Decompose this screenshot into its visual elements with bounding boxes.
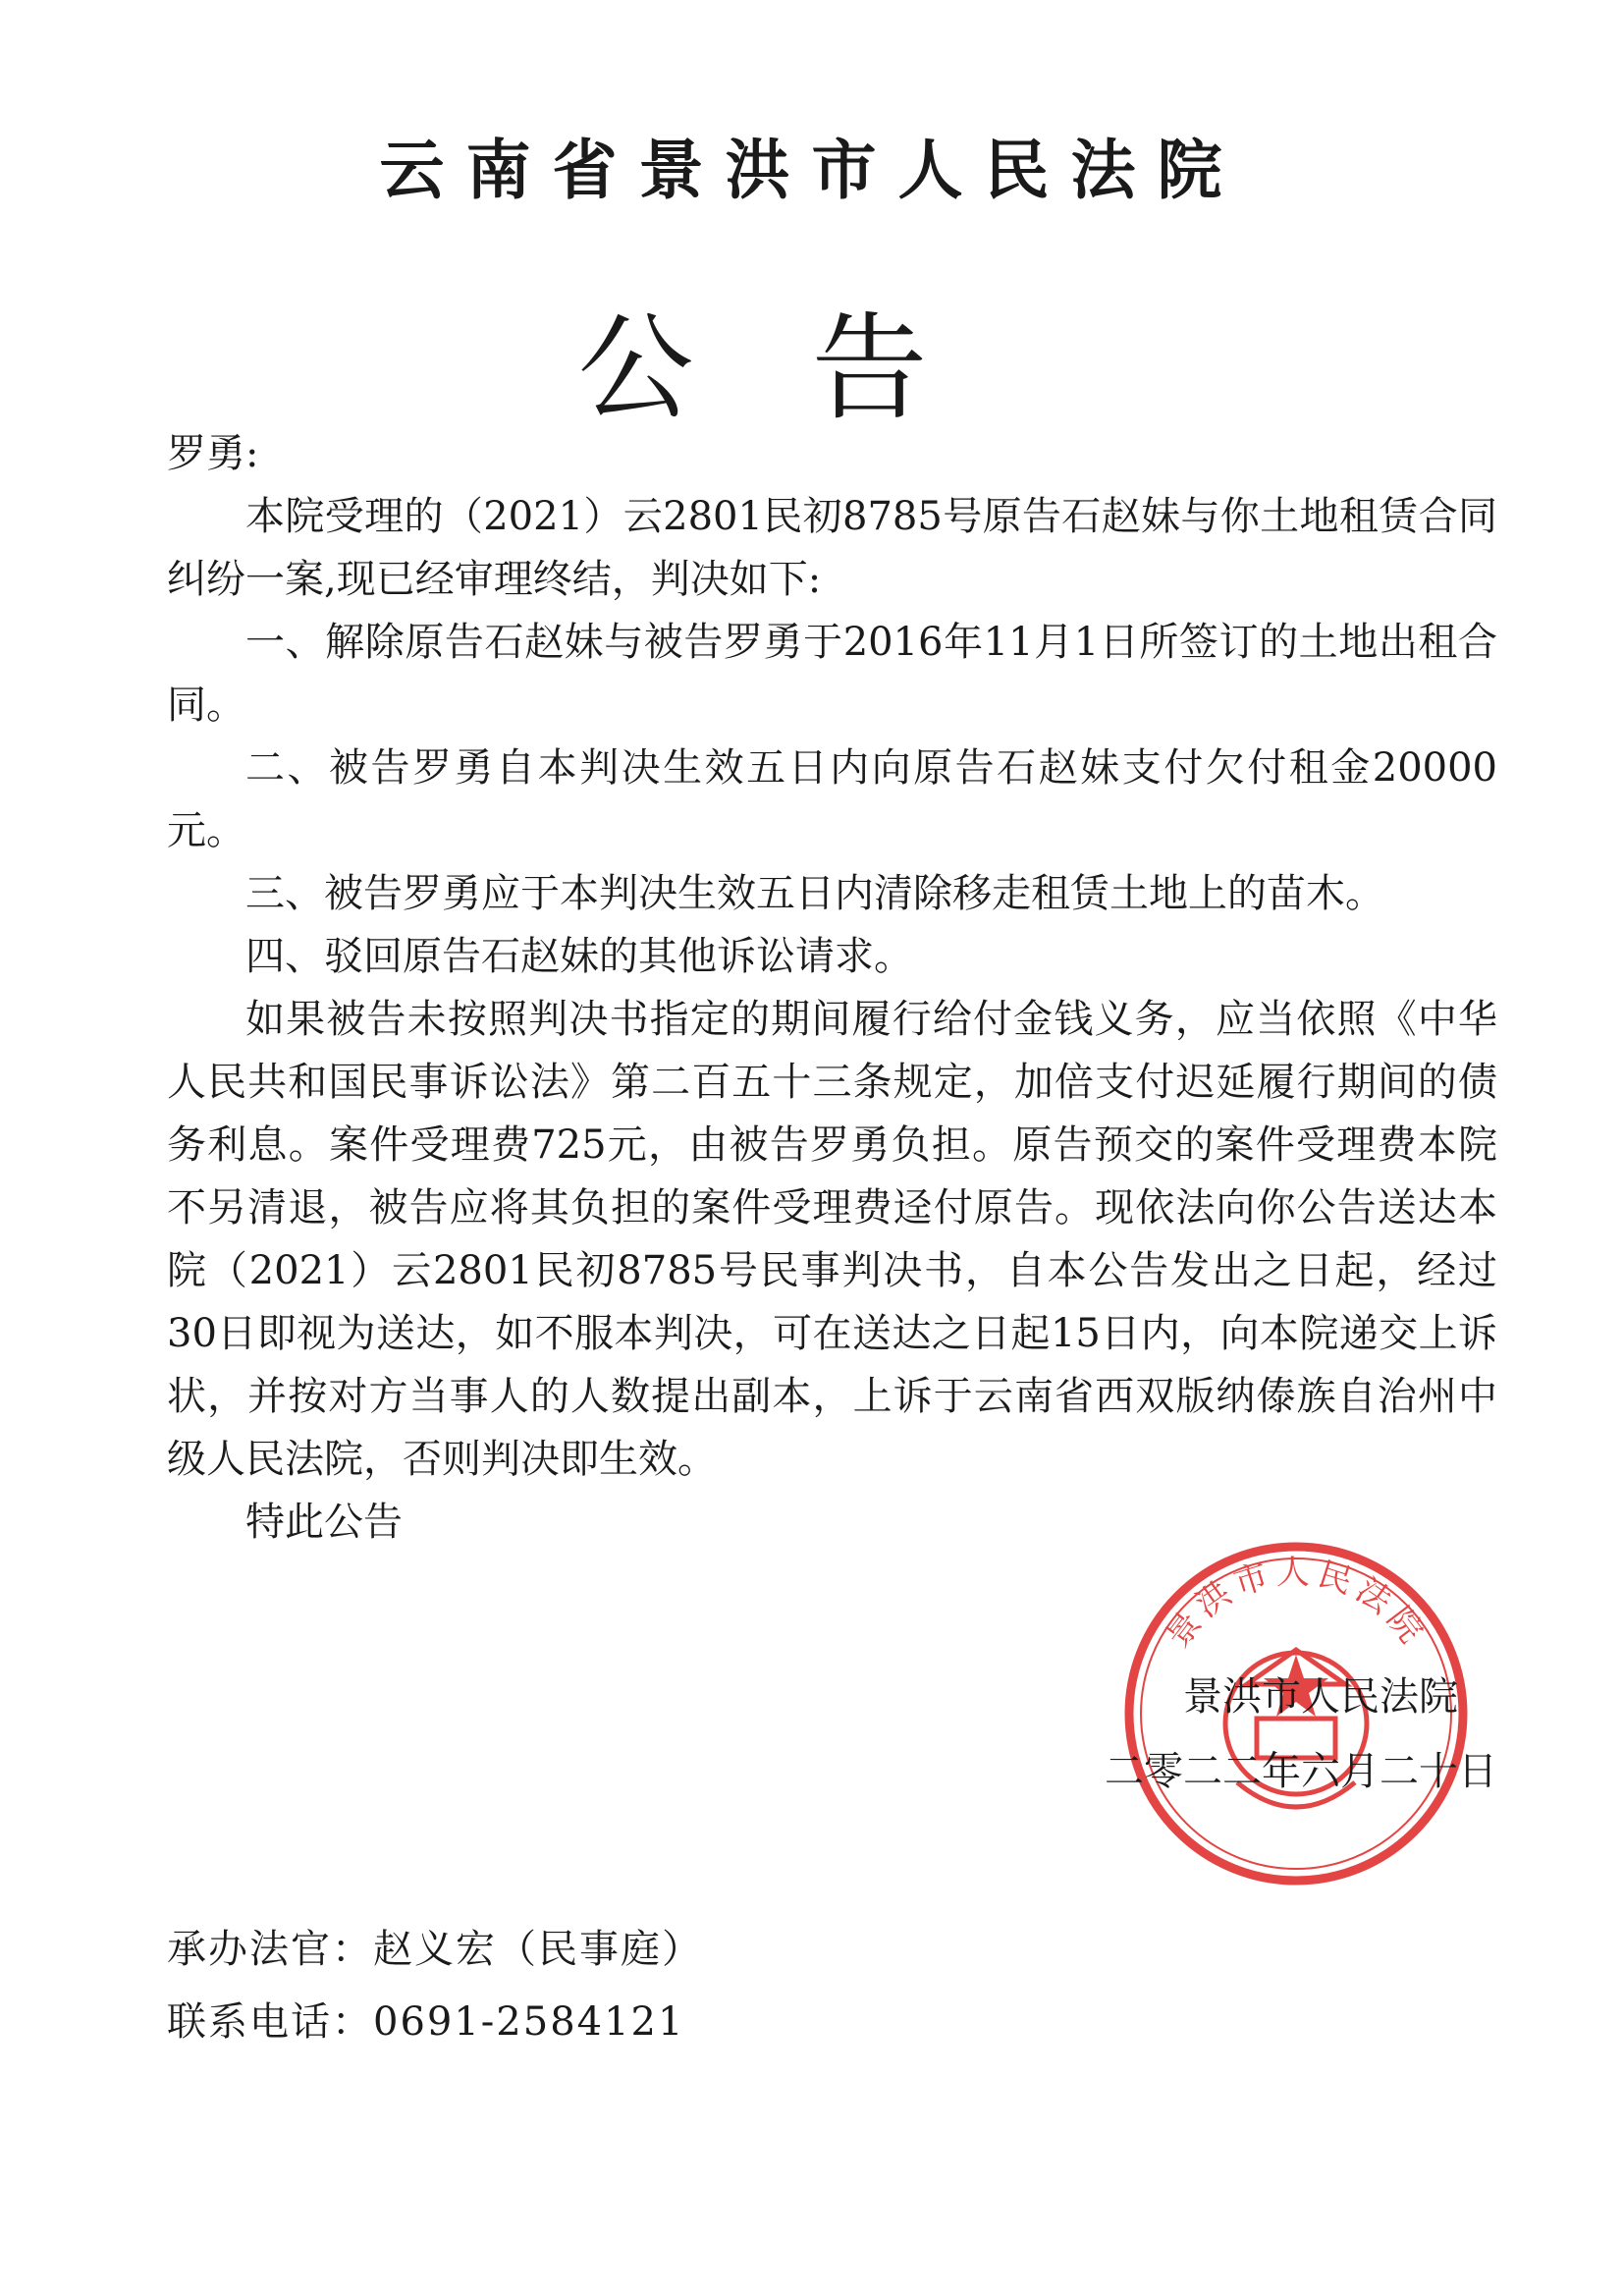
svg-text:景洪市人民法院 [1158, 1553, 1434, 1655]
paragraph-item-2: 二、被告罗勇自本判决生效五日内向原告石赵妹支付欠付租金20000元。 [167, 745, 1497, 853]
judge-line: 承办法官：赵义宏（民事庭） [167, 1927, 703, 1972]
paragraph-intro: 本院受理的（2021）云2801民初8785号原告石赵妹与你土地租赁合同纠纷一案,现已经审理终结，判决如下: [167, 494, 1497, 602]
addressee: 罗勇: [167, 431, 259, 476]
court-name-heading: 云南省景洪市人民法院 [379, 133, 1244, 208]
seal-text: 景洪市人民法院 [1158, 1553, 1434, 1656]
signature-block [1006, 1660, 1497, 1809]
footer-contact [167, 1913, 703, 2058]
paragraph-item-1: 一、解除原告石赵妹与被告罗勇于2016年11月1日所签订的土地出租合同。 [167, 620, 1497, 728]
paragraph-item-4: 四、驳回原告石赵妹的其他诉讼请求。 [245, 934, 913, 979]
notice-title: 公告 [577, 301, 1046, 436]
signature-court: 景洪市人民法院 [1183, 1674, 1458, 1720]
notice-body [167, 422, 1497, 1554]
paragraph-item-3: 三、被告罗勇应于本判决生效五日内清除移走租赁土地上的苗木。 [245, 871, 1384, 916]
phone-line: 联系电话：0691-2584121 [167, 1999, 685, 2045]
paragraph-closing: 特此公告 [245, 1500, 403, 1545]
signature-date: 二零二二年六月二十日 [1105, 1749, 1497, 1794]
paragraph-notice: 如果被告未按照判决书指定的期间履行给付金钱义务，应当依照《中华人民共和国民事诉讼法》第二百五十三条规定，加倍支付迟延履行期间的债务利息。案件受理费725元，由被告罗勇负担。原告预交的案件受理费本院不另清退，被告应将其负担的案件受理费迳付原告。现依法向你公告送达本院（2021）云2801民初8785号民事判决书，自本公告发出之日起，经过30日即视为送达，如不服本判决，可在送达之日起15日内，向本院递交上诉状，并按对方当事人的人数提出副本，上诉于云南省西双版纳傣族自治州中级人民法院，否则判决即生效。 [167, 997, 1497, 1482]
